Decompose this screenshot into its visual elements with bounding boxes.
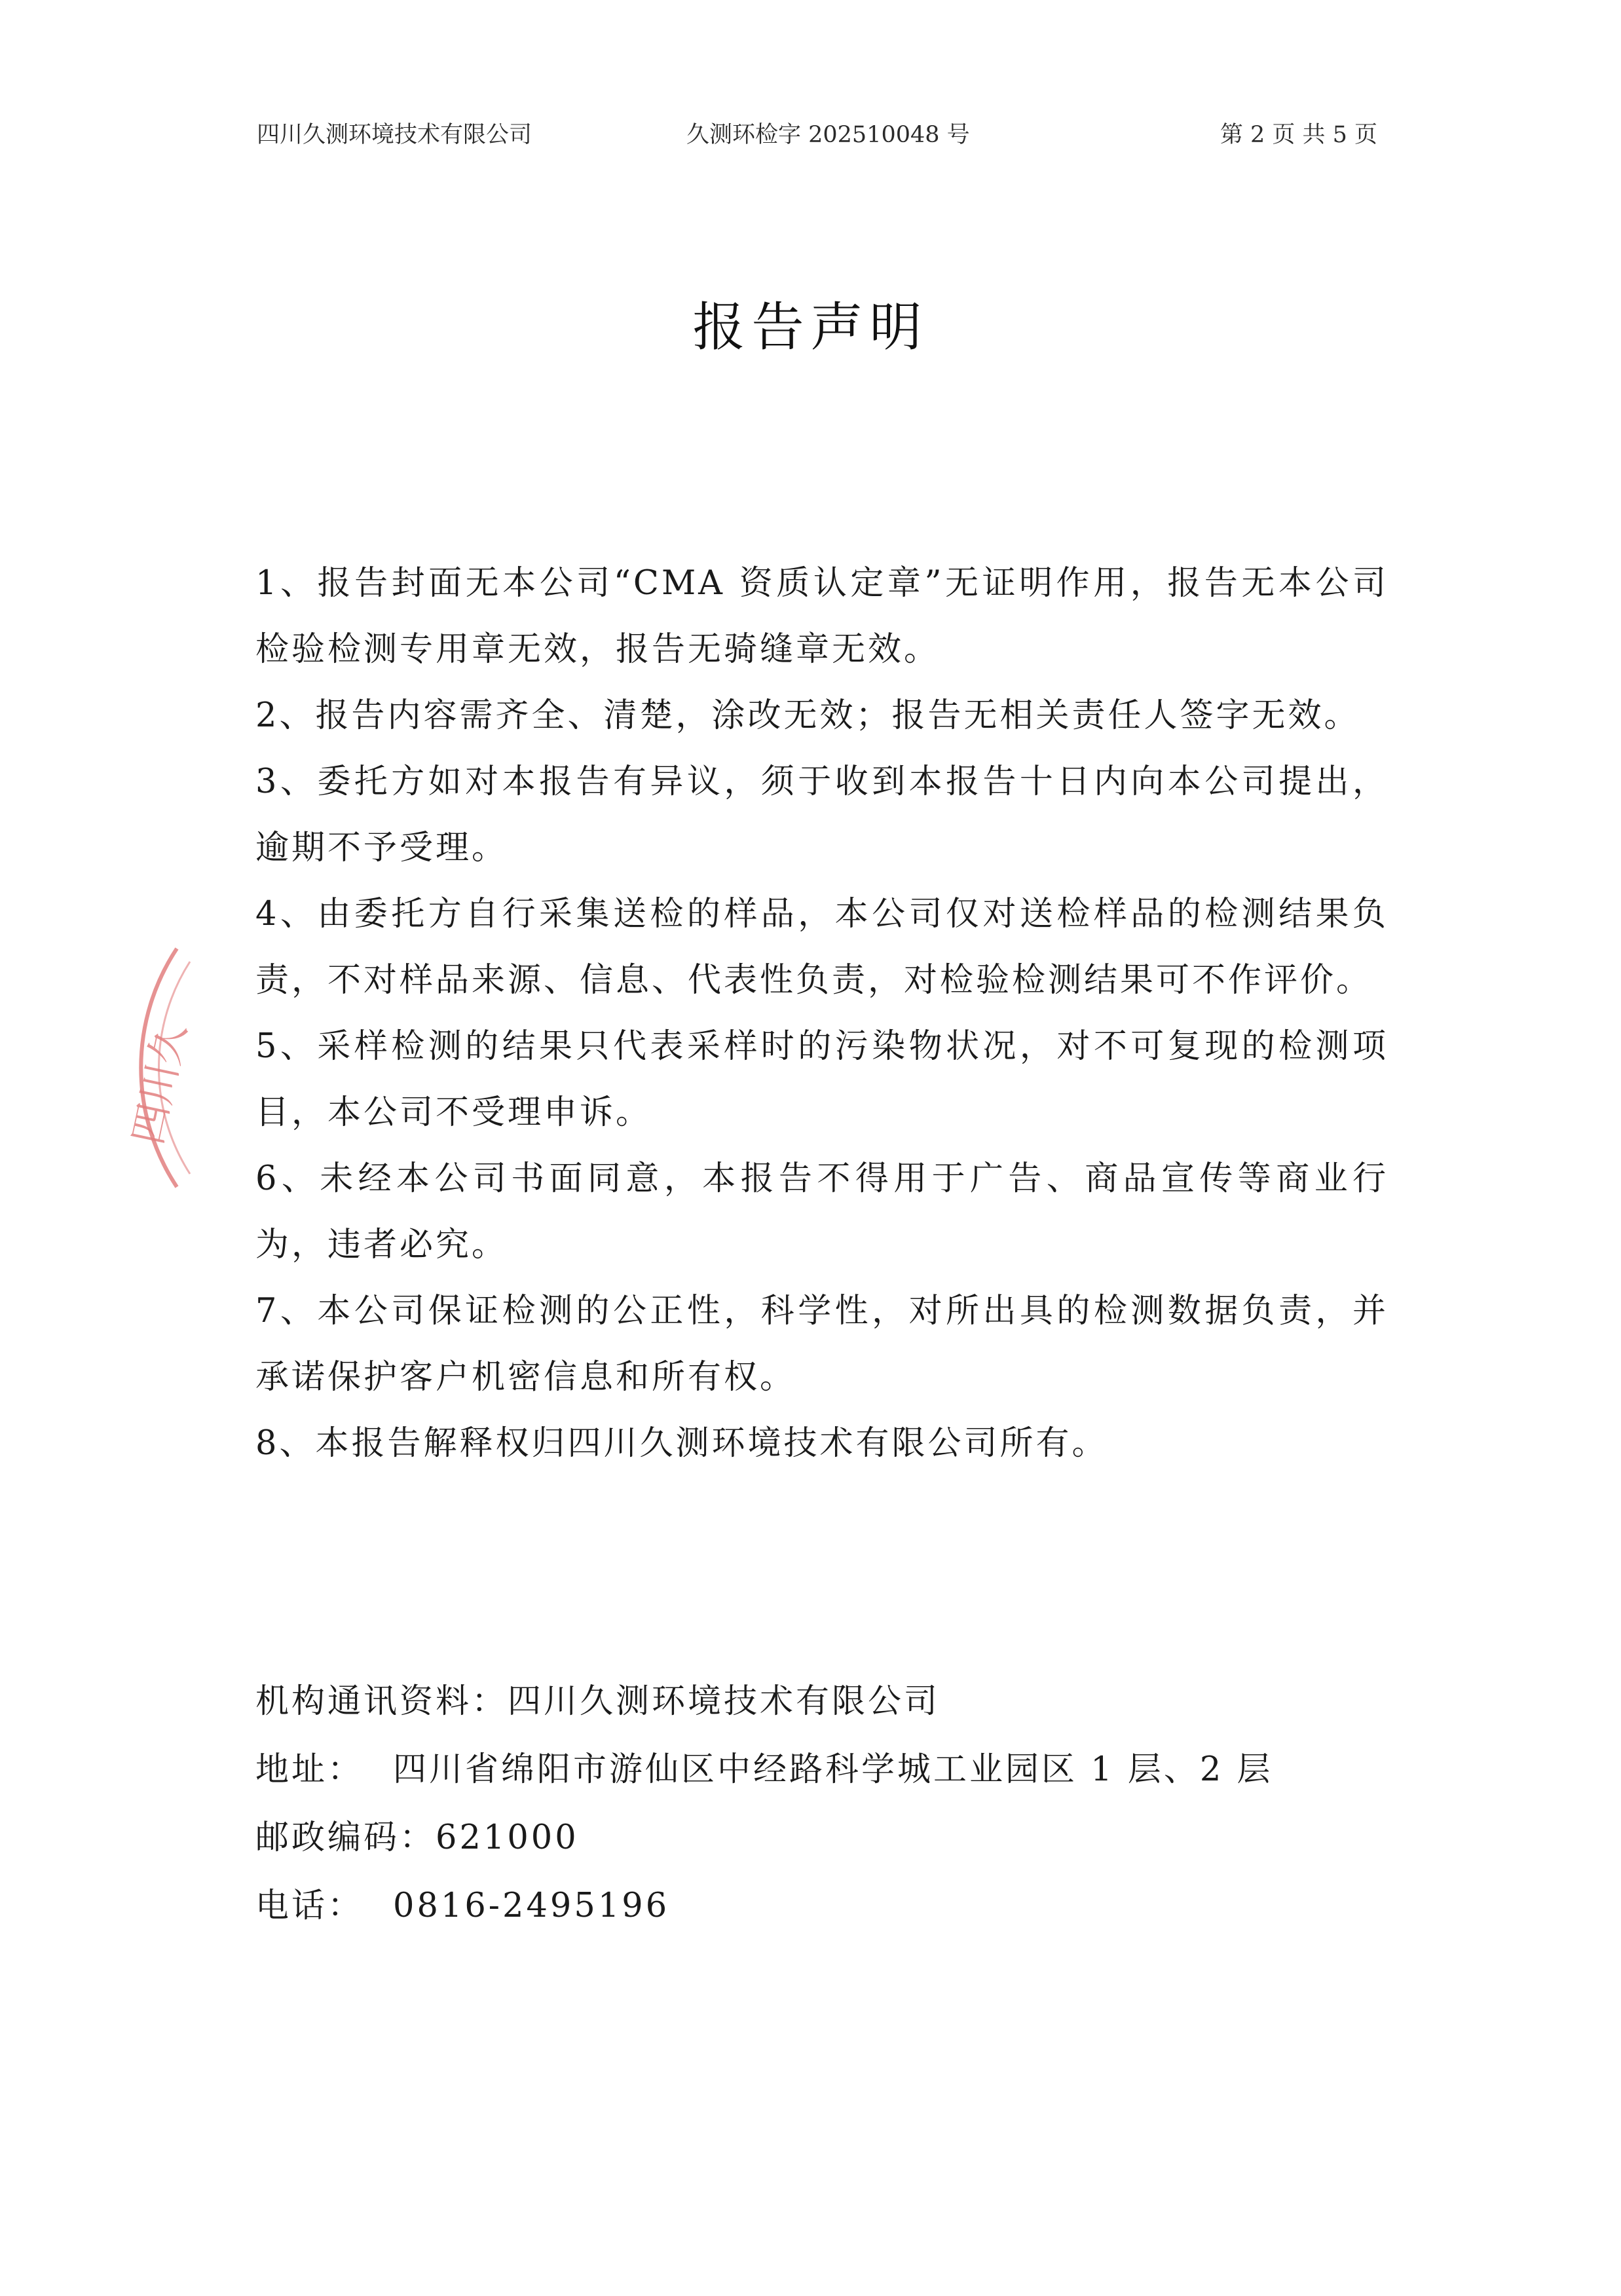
contact-organization <box>255 1668 1388 1736</box>
contact-address <box>255 1736 1388 1804</box>
contact-postal-label: 邮政编码： <box>255 1818 436 1857</box>
clause-3: 3、委托方如对本报告有异议，须于收到本报告十日内向本公司提出，逾期不予受理。 <box>255 762 1388 867</box>
clause-2: 2、报告内容需齐全、清楚，涂改无效；报告无相关责任人签字无效。 <box>255 696 1360 735</box>
contact-info <box>255 1668 1388 1940</box>
seal-icon <box>26 930 196 1205</box>
statement-clauses <box>255 550 1388 1477</box>
contact-postal-value: 621000 <box>436 1818 579 1857</box>
clause-7: 7、本公司保证检测的公正性，科学性，对所出具的检测数据负责，并承诺保护客户机密信息和所有权。 <box>255 1292 1388 1397</box>
header-company: 四川久测环境技术有限公司 <box>257 122 532 148</box>
contact-phone-value: 0816-2495196 <box>393 1887 670 1925</box>
contact-postal-code <box>255 1804 1388 1872</box>
contact-phone <box>255 1872 1388 1940</box>
contact-organization-value: 四川久测环境技术有限公司 <box>508 1682 941 1721</box>
clause-4: 4、由委托方自行采集送检的样品，本公司仅对送检样品的检测结果负责，不对样品来源、信息、代表性负责，对检验检测结果可不作评价。 <box>255 895 1388 1000</box>
page-title: 报告声明 <box>692 297 929 358</box>
contact-address-label: 地址： <box>255 1750 364 1789</box>
seal-text: 四川久 <box>123 1019 196 1149</box>
contact-organization-label: 机构通讯资料： <box>255 1682 508 1721</box>
clause-8: 8、本报告解释权归四川久测环境技术有限公司所有。 <box>255 1424 1108 1463</box>
contact-phone-label: 电话： <box>255 1887 364 1925</box>
clause-1: 1、报告封面无本公司“CMA 资质认定章”无证明作用，报告无本公司检验检测专用章无效，报告无骑缝章无效。 <box>255 564 1388 669</box>
clause-5: 5、采样检测的结果只代表采样时的污染物状况，对不可复现的检测项目，本公司不受理申诉。 <box>255 1027 1388 1132</box>
clause-6: 6、未经本公司书面同意，本报告不得用于广告、商品宣传等商业行为，违者必究。 <box>255 1159 1388 1264</box>
company-seal <box>26 930 196 1205</box>
header-page-info: 第 2 页 共 5 页 <box>1220 122 1377 148</box>
contact-address-value: 四川省绵阳市游仙区中经路科学城工业园区 1 层、2 层 <box>393 1750 1273 1789</box>
header-report-number: 久测环检字 202510048 号 <box>686 122 970 148</box>
